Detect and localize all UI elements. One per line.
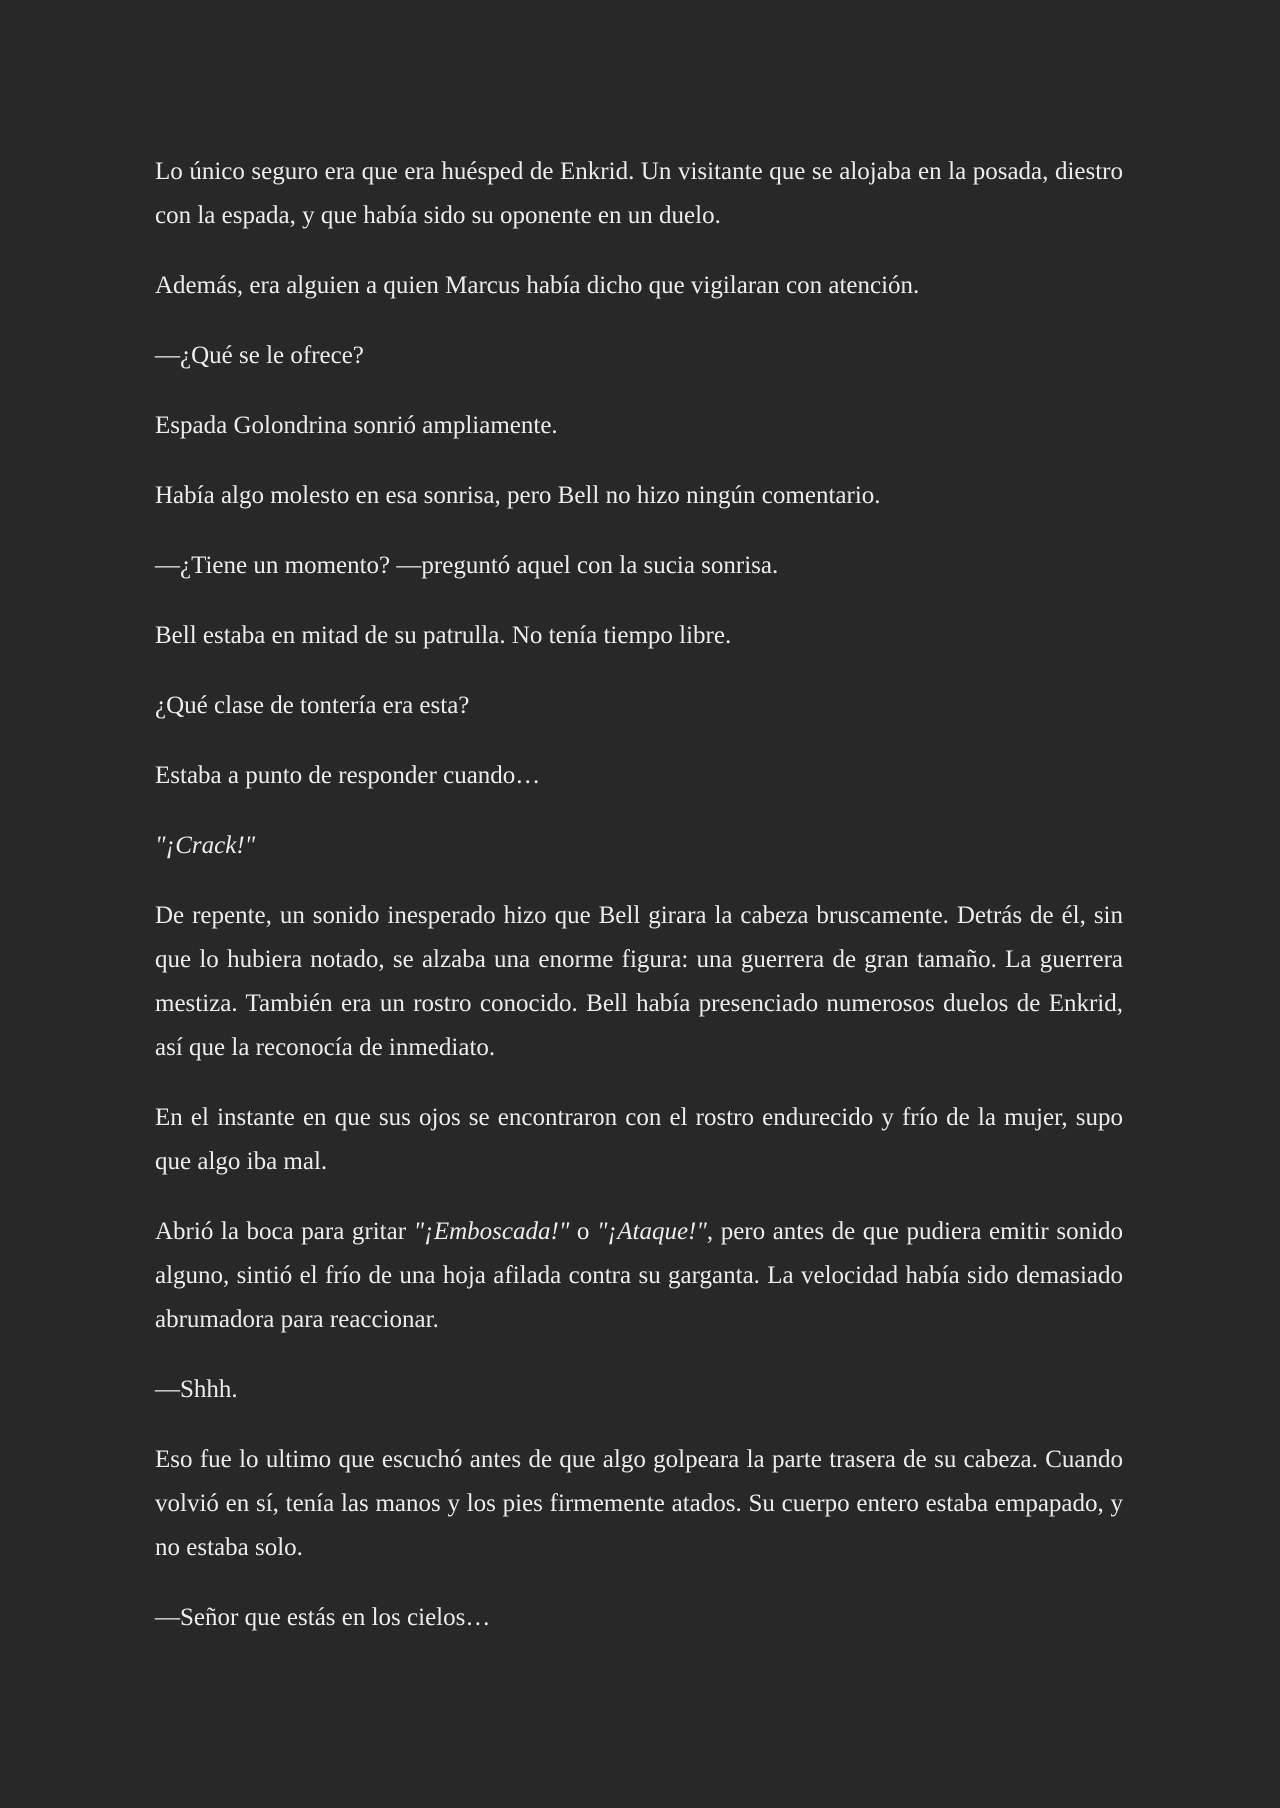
text-segment: o bbox=[569, 1218, 597, 1245]
paragraph: Lo único seguro era que era huésped de Enkrid. Un visitante que se alojaba en la posada, diestro con la espada, y que había sido su oponente en un duelo. bbox=[155, 158, 1123, 229]
italic-shout: "¡Ataque!" bbox=[597, 1218, 707, 1245]
paragraph: —Shhh. bbox=[155, 1376, 238, 1403]
paragraph: Estaba a punto de responder cuando… bbox=[155, 762, 541, 789]
paragraph: Además, era alguien a quien Marcus había dicho que vigilaran con atención. bbox=[155, 272, 920, 299]
chapter-text bbox=[155, 150, 1123, 1640]
italic-sound-effect: "¡Crack!" bbox=[155, 832, 256, 859]
paragraph: ¿Qué clase de tontería era esta? bbox=[155, 692, 470, 719]
paragraph: Había algo molesto en esa sonrisa, pero Bell no hizo ningún comentario. bbox=[155, 482, 881, 509]
paragraph: Eso fue lo ultimo que escuchó antes de que algo golpeara la parte trasera de su cabeza. Cuando volvió en sí, tenía las manos y los pies firmemente atados. Su cuerpo entero estaba empapado, y no estaba solo. bbox=[155, 1446, 1123, 1561]
paragraph: —¿Qué se le ofrece? bbox=[155, 342, 364, 369]
paragraph: Bell estaba en mitad de su patrulla. No tenía tiempo libre. bbox=[155, 622, 732, 649]
paragraph: En el instante en que sus ojos se encontraron con el rostro endurecido y frío de la mujer, supo que algo iba mal. bbox=[155, 1104, 1123, 1175]
paragraph-mixed bbox=[155, 1210, 1123, 1342]
italic-shout: "¡Emboscada!" bbox=[413, 1218, 570, 1245]
paragraph: Espada Golondrina sonrió ampliamente. bbox=[155, 412, 558, 439]
text-segment: Abrió la boca para gritar bbox=[155, 1218, 414, 1245]
paragraph: De repente, un sonido inesperado hizo que Bell girara la cabeza bruscamente. Detrás de él, sin que lo hubiera notado, se alzaba una enorme figura: una guerrera de gran tamaño. La guerrera mestiza. También era un rostro conocido. Bell había presenciado numerosos duelos de Enkrid, así que la reconocía de inmediato. bbox=[155, 902, 1123, 1061]
paragraph: —¿Tiene un momento? —preguntó aquel con la sucia sonrisa. bbox=[155, 552, 779, 579]
paragraph-sound-effect bbox=[155, 824, 1123, 868]
paragraph: —Señor que estás en los cielos… bbox=[155, 1604, 491, 1631]
text-segment: , pero antes de que pudiera emitir sonido alguno, sintió el frío de una hoja afilada contra su garganta. La velocidad había sido demasiado abrumadora para reaccionar. bbox=[155, 1218, 1124, 1333]
